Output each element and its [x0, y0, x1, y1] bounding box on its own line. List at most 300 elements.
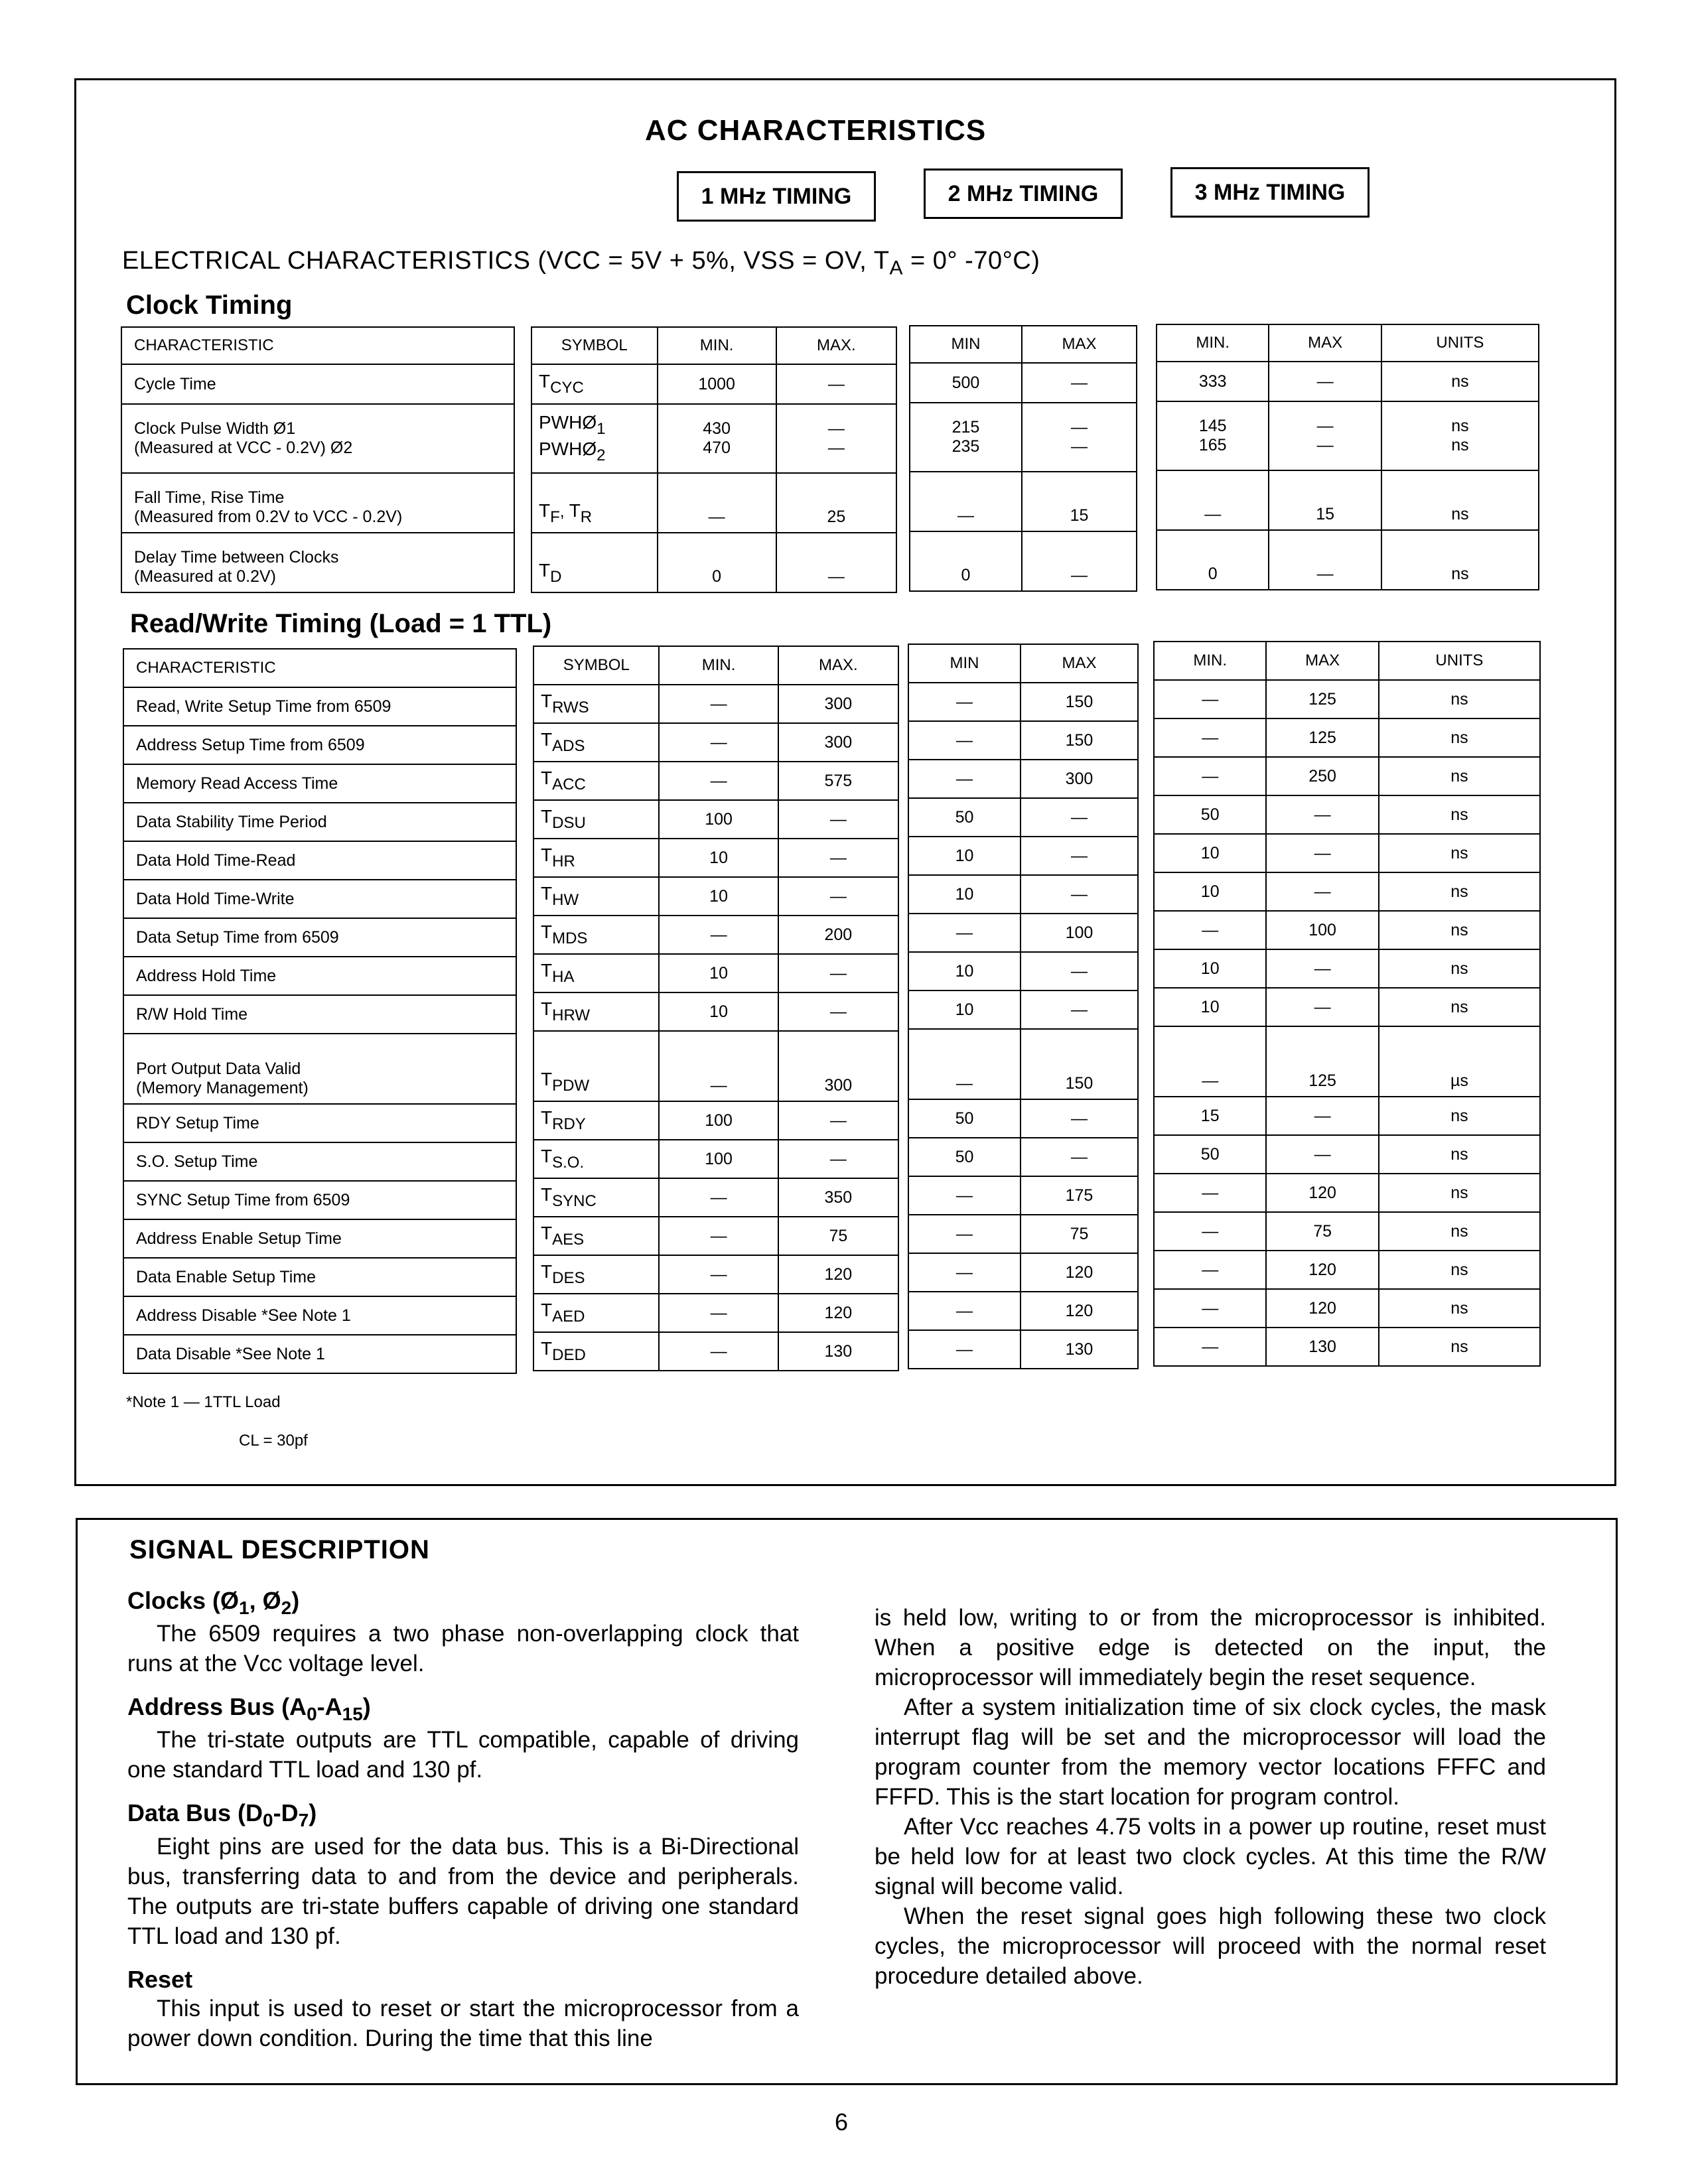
table-row: [123, 1181, 516, 1219]
value-cell: ns: [1379, 757, 1540, 795]
addr-end: ): [362, 1693, 371, 1721]
note-cl: CL = 30pf: [239, 1432, 308, 1450]
addr-sub1: 0: [307, 1704, 317, 1725]
symbol: [541, 691, 589, 717]
cell-line: Data Hold Time-Read: [136, 851, 296, 870]
cell-line: 333: [1198, 372, 1227, 391]
symbol: [541, 1300, 585, 1326]
signal-description-heading: SIGNAL DESCRIPTION: [129, 1535, 430, 1564]
table-row: [908, 875, 1138, 914]
cell-line: Fall Time, Rise Time: [134, 488, 285, 507]
address-bus-paragraph: [127, 1725, 799, 1785]
table-row: [1154, 1289, 1540, 1328]
cell-line: —: [1316, 372, 1334, 391]
reset-heading: Reset: [127, 1965, 193, 1993]
table-row: [908, 1099, 1138, 1138]
value-cell: 10: [1154, 949, 1266, 988]
table-row: [123, 803, 516, 841]
cell-line: —: [1316, 565, 1334, 583]
value-cell: 300: [1021, 760, 1138, 798]
header-row: [533, 646, 898, 685]
table-row: [908, 837, 1138, 875]
value-cell: ns: [1379, 680, 1540, 718]
value-cell: —: [778, 877, 898, 916]
value-cell: —: [1021, 952, 1138, 990]
symbol-subscript: RWS: [552, 699, 589, 717]
cell-line: —: [1070, 566, 1088, 584]
reset-paragraph: [127, 1994, 799, 2053]
value-cell: 100: [659, 1140, 778, 1178]
table-row: [533, 1332, 898, 1371]
value-cell: ns: [1379, 1328, 1540, 1366]
characteristic-cell: [123, 1181, 516, 1219]
cell-line: 15: [1316, 505, 1335, 523]
characteristic-cell: [123, 687, 516, 726]
value-cell: —: [1266, 834, 1378, 872]
value-cell: ns: [1379, 1251, 1540, 1289]
clock-timing-characteristic-table: [121, 326, 515, 593]
table-row: [910, 531, 1137, 591]
cell-line: S.O. Setup Time: [136, 1152, 258, 1171]
header-max1: MAX.: [776, 327, 896, 364]
table-row: [910, 403, 1137, 472]
header-min1: MIN.: [658, 327, 776, 364]
rw-timing-1mhz-table: [533, 646, 899, 1371]
rw-timing-3mhz-table: [1153, 641, 1541, 1367]
value-cell: 150: [1021, 683, 1138, 721]
symbol-cell: [533, 839, 659, 877]
max2-cell: [1022, 472, 1137, 531]
value-cell: 10: [1154, 834, 1266, 872]
symbol-cell: [533, 723, 659, 762]
table-row: [910, 472, 1137, 531]
value-cell: —: [659, 1178, 778, 1217]
table-row: [1154, 1174, 1540, 1212]
table-row: [531, 364, 896, 404]
symbol-subscript: ADS: [552, 737, 585, 755]
cell-line: Data Hold Time-Write: [136, 889, 295, 908]
value-cell: 350: [778, 1178, 898, 1217]
value-cell: —: [908, 1176, 1021, 1215]
symbol-subscript: F: [550, 508, 560, 526]
cell-line: —: [1070, 373, 1088, 392]
symbol-main: PWHØ: [539, 439, 597, 459]
reset-high-paragraph: [875, 1901, 1546, 1991]
value-cell: —: [659, 1294, 778, 1332]
value-cell: 75: [1266, 1212, 1378, 1251]
value-cell: —: [908, 721, 1021, 760]
data-heading-text: Data Bus (D: [127, 1799, 263, 1827]
cell-line: Data Setup Time from 6509: [136, 927, 339, 947]
reset-init-paragraph: [875, 1692, 1546, 1812]
table-row: [1154, 949, 1540, 988]
value-cell: —: [908, 1029, 1021, 1099]
value-cell: —: [778, 800, 898, 839]
cell-line: Clock Pulse Width Ø1: [134, 419, 296, 438]
cell-line: —: [1070, 437, 1088, 456]
table-row: [908, 1215, 1138, 1253]
symbol-main: T: [541, 768, 553, 788]
characteristic-cell: [123, 880, 516, 918]
max1-cell: [776, 473, 896, 533]
symbol-cell: [531, 473, 658, 533]
symbol-main: T: [541, 1184, 553, 1205]
characteristic-cell: [123, 726, 516, 764]
value-cell: —: [908, 760, 1021, 798]
value-cell: —: [908, 1292, 1021, 1330]
symbol-subscript: RDY: [552, 1115, 586, 1133]
table-row: [123, 957, 516, 995]
characteristic-cell: [123, 803, 516, 841]
symbol: [541, 921, 588, 947]
value-cell: —: [659, 685, 778, 723]
value-cell: 50: [1154, 1135, 1266, 1174]
data-bus-paragraph: [127, 1832, 799, 1951]
symbol-subscript: AED: [552, 1308, 585, 1326]
value-cell: 120: [1021, 1253, 1138, 1292]
value-cell: 300: [778, 723, 898, 762]
data-sub1: 0: [263, 1810, 273, 1831]
table-row: [908, 1176, 1138, 1215]
table-row: [123, 726, 516, 764]
value-cell: 175: [1021, 1176, 1138, 1215]
table-row: [533, 954, 898, 992]
cell-line: ns: [1451, 417, 1469, 435]
rw-timing-2mhz-table: [908, 644, 1139, 1369]
value-cell: —: [1154, 757, 1266, 795]
value-cell: —: [1154, 1328, 1266, 1366]
symbol-subscript: MDS: [552, 929, 588, 947]
table-row: [908, 1029, 1138, 1099]
clocks-heading: [127, 1587, 799, 1619]
table-row: [1154, 1135, 1540, 1174]
cell-line: 0: [712, 567, 722, 586]
cell-line: Port Output Data Valid: [136, 1059, 301, 1078]
cell-line: —: [827, 374, 845, 393]
table-row: [1154, 718, 1540, 757]
clocks-mid: , Ø: [249, 1587, 281, 1614]
header-min1: MIN.: [659, 646, 778, 685]
max3-cell: [1269, 362, 1381, 401]
table-row: [908, 721, 1138, 760]
cell-line: Memory Read Access Time: [136, 774, 338, 793]
symbol-cell: [533, 1217, 659, 1255]
symbol: [541, 1184, 597, 1210]
value-cell: —: [1154, 911, 1266, 949]
symbol-main: T: [541, 1338, 553, 1359]
table-row: [533, 1294, 898, 1332]
value-cell: 150: [1021, 1029, 1138, 1099]
symbol-main: T: [541, 691, 553, 711]
header-max3: MAX: [1269, 324, 1381, 362]
table-row: [121, 473, 514, 533]
symbol: [541, 1069, 590, 1095]
table-row: [531, 533, 896, 592]
table-row: [908, 1330, 1138, 1369]
value-cell: 125: [1266, 1026, 1378, 1097]
min3-cell: [1157, 362, 1269, 401]
symbol: [541, 1146, 585, 1172]
table-row: [533, 1031, 898, 1101]
value-cell: —: [1266, 949, 1378, 988]
header-row: [531, 327, 896, 364]
table-row: [123, 995, 516, 1034]
table-row: [1154, 757, 1540, 795]
value-cell: 100: [1266, 911, 1378, 949]
value-cell: —: [659, 723, 778, 762]
value-cell: —: [778, 954, 898, 992]
cell-line: Data Disable *See Note 1: [136, 1344, 325, 1363]
table-row: [908, 798, 1138, 837]
cell-line: R/W Hold Time: [136, 1004, 248, 1024]
clocks-paragraph: [127, 1619, 799, 1678]
value-cell: —: [908, 1215, 1021, 1253]
table-row: [123, 1142, 516, 1181]
value-cell: —: [659, 1031, 778, 1101]
symbol-subscript: DED: [552, 1346, 586, 1364]
clocks-heading-text: Clocks (Ø: [127, 1587, 240, 1614]
cell-line: —: [827, 567, 845, 586]
units-cell: [1381, 530, 1539, 590]
max3-cell: [1269, 530, 1381, 590]
value-cell: —: [1021, 990, 1138, 1029]
timing-label-3mhz: 3 MHz TIMING: [1170, 167, 1370, 218]
table-row: [533, 800, 898, 839]
table-row: [1157, 530, 1539, 590]
symbol-main: T: [541, 806, 553, 827]
symbol-main: T: [541, 729, 553, 750]
addr-sub2: 15: [342, 1704, 363, 1725]
value-cell: —: [778, 1140, 898, 1178]
cell-line: (Measured at 0.2V): [134, 567, 276, 586]
reset-powerup-paragraph: [875, 1812, 1546, 1901]
min2-cell: [910, 403, 1022, 472]
table-row: [908, 990, 1138, 1029]
header-row: [908, 644, 1138, 683]
header-max1: MAX.: [778, 646, 898, 685]
symbol: [539, 412, 606, 438]
value-cell: —: [1154, 718, 1266, 757]
value-cell: 150: [1021, 721, 1138, 760]
symbol-main: T: [541, 1146, 553, 1166]
cell-line: Address Enable Setup Time: [136, 1229, 342, 1248]
cell-line: Address Hold Time: [136, 966, 277, 985]
table-row: [531, 473, 896, 533]
table-row: [908, 914, 1138, 952]
value-cell: —: [1154, 1026, 1266, 1097]
characteristic-cell: [123, 1142, 516, 1181]
value-cell: —: [1266, 795, 1378, 834]
clock-timing-1mhz-table: [531, 326, 897, 593]
value-cell: 130: [1266, 1328, 1378, 1366]
value-cell: —: [659, 1255, 778, 1294]
value-cell: 200: [778, 916, 898, 954]
cell-line: 215: [952, 418, 980, 437]
value-cell: 10: [908, 837, 1021, 875]
symbol-subscript: PDW: [552, 1077, 590, 1095]
table-row: [1154, 1097, 1540, 1135]
table-row: [1154, 1251, 1540, 1289]
data-bus-heading: [127, 1799, 799, 1831]
value-cell: 300: [778, 1031, 898, 1101]
header-min3: MIN.: [1157, 324, 1269, 362]
value-cell: 50: [908, 1138, 1021, 1176]
header-row: [1157, 324, 1539, 362]
cell-line: ns: [1451, 372, 1469, 391]
value-cell: —: [1021, 837, 1138, 875]
symbol-cell: [533, 685, 659, 723]
min2-cell: [910, 363, 1022, 403]
header-units: UNITS: [1381, 324, 1539, 362]
symbol-subscript: HR: [552, 853, 575, 870]
characteristic-cell: [121, 404, 514, 473]
cell-line: 500: [952, 373, 980, 392]
cell-line: 25: [827, 508, 846, 526]
value-cell: ns: [1379, 1289, 1540, 1328]
header-row: [910, 326, 1137, 363]
symbol: [541, 998, 590, 1024]
cell-line: RDY Setup Time: [136, 1113, 259, 1132]
value-cell: 130: [778, 1332, 898, 1371]
units-cell: [1381, 401, 1539, 470]
characteristic-cell: [121, 473, 514, 533]
symbol: [541, 1261, 585, 1287]
symbol-cell: [533, 762, 659, 800]
reset-text: This input is used to reset or start the microprocessor from a power down condition. During the time that this line: [127, 1995, 799, 2051]
cell-line: —: [1070, 418, 1088, 437]
table-row: [123, 918, 516, 957]
value-cell: ns: [1379, 1097, 1540, 1135]
table-row: [533, 877, 898, 916]
cell-line: —: [957, 506, 974, 525]
header-symbol: SYMBOL: [533, 646, 659, 685]
symbol-main: T: [569, 500, 581, 521]
clocks-end: ): [291, 1587, 300, 1614]
table-row: [908, 1292, 1138, 1330]
symbol-subscript: DES: [552, 1269, 585, 1287]
symbol-cell: [533, 1294, 659, 1332]
value-cell: —: [1021, 875, 1138, 914]
cell-line: Cycle Time: [134, 374, 216, 393]
value-cell: 120: [778, 1294, 898, 1332]
table-row: [1154, 1026, 1540, 1097]
min1-cell: [658, 364, 776, 404]
table-row: [1154, 988, 1540, 1026]
value-cell: —: [1154, 1174, 1266, 1212]
symbol-subscript: DSU: [552, 814, 586, 832]
symbol: [541, 1338, 586, 1364]
characteristic-cell: [123, 764, 516, 803]
header-max2: MAX: [1022, 326, 1137, 363]
value-cell: —: [659, 762, 778, 800]
value-cell: 100: [659, 800, 778, 839]
value-cell: —: [908, 1253, 1021, 1292]
cell-line: 15: [1070, 506, 1089, 525]
value-cell: 125: [1266, 718, 1378, 757]
value-cell: —: [1154, 1212, 1266, 1251]
value-cell: µs: [1379, 1026, 1540, 1097]
min2-cell: [910, 472, 1022, 531]
table-row: [533, 1101, 898, 1140]
address-bus-heading: [127, 1693, 799, 1725]
table-row: [531, 404, 896, 473]
symbol-subscript: HA: [552, 968, 575, 986]
cell-line: ns: [1451, 436, 1469, 454]
characteristic-cell: [123, 1296, 516, 1335]
cell-line: —: [827, 419, 845, 438]
table-row: [123, 1104, 516, 1142]
value-cell: 130: [1021, 1330, 1138, 1369]
header-min2: MIN: [908, 644, 1021, 683]
table-row: [533, 1178, 898, 1217]
value-cell: —: [659, 916, 778, 954]
value-cell: —: [1154, 1251, 1266, 1289]
table-row: [533, 916, 898, 954]
max1-cell: [776, 364, 896, 404]
cell-line: Delay Time between Clocks: [134, 548, 339, 567]
characteristic-cell: [123, 841, 516, 880]
note-1: *Note 1 — 1TTL Load: [126, 1393, 281, 1411]
symbol-cell: [533, 954, 659, 992]
header-row: [1154, 642, 1540, 680]
symbol-main: T: [541, 1069, 553, 1089]
value-cell: ns: [1379, 1135, 1540, 1174]
table-row: [1157, 401, 1539, 470]
cell-line: ns: [1451, 505, 1469, 523]
header-characteristic: CHARACTERISTIC: [123, 649, 516, 687]
timing-label-1mhz: 1 MHz TIMING: [677, 171, 876, 222]
cell-line: 430: [703, 419, 731, 438]
min1-cell: [658, 473, 776, 533]
table-row: [121, 364, 514, 404]
table-row: [1154, 911, 1540, 949]
table-row: [908, 952, 1138, 990]
symbol-cell: [533, 1178, 659, 1217]
value-cell: 10: [1154, 988, 1266, 1026]
symbol-subscript: D: [550, 568, 562, 586]
value-cell: —: [908, 914, 1021, 952]
clocks-sub2: 2: [281, 1598, 292, 1619]
value-cell: ns: [1379, 795, 1540, 834]
reset-high-text: When the reset signal goes high following these two clock cycles, the microprocessor will proceed with the normal reset procedure detailed above.: [875, 1903, 1546, 1989]
min1-cell: [658, 404, 776, 473]
characteristic-cell: [123, 1034, 516, 1104]
symbol: [541, 1107, 586, 1133]
symbol-subscript: AES: [552, 1231, 585, 1249]
clock-timing-3mhz-table: [1156, 324, 1539, 590]
symbol-main: T: [541, 921, 553, 942]
electrical-text: ELECTRICAL CHARACTERISTICS (VCC = 5V + 5%, VSS = OV, T: [122, 247, 890, 275]
cell-line: 470: [703, 439, 731, 457]
table-row: [533, 992, 898, 1031]
symbol-subscript: 2: [597, 446, 606, 464]
clocks-sub1: 1: [239, 1598, 249, 1619]
table-row: [910, 363, 1137, 403]
page-number: 6: [835, 2108, 849, 2136]
value-cell: —: [1154, 1289, 1266, 1328]
signal-right-column: [875, 1603, 1546, 1991]
symbol: [541, 729, 585, 755]
value-cell: —: [1266, 988, 1378, 1026]
symbol-cell: [533, 1332, 659, 1371]
header-units: UNITS: [1379, 642, 1540, 680]
symbol-main: T: [541, 1107, 553, 1128]
symbol-cell: [533, 877, 659, 916]
table-row: [533, 762, 898, 800]
value-cell: 75: [778, 1217, 898, 1255]
symbol-main: T: [539, 560, 551, 580]
electrical-sub: A: [889, 257, 903, 279]
